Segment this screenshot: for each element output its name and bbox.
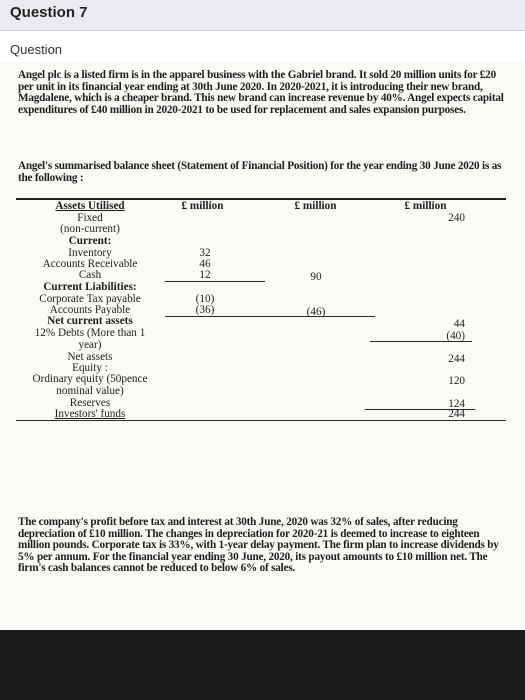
rule-current-liabilities: [165, 316, 375, 317]
value-current-liabilities-total: (46): [306, 306, 326, 318]
row-label-cash: Cash: [78, 269, 102, 281]
balance-sheet-intro: Angel's summarised balance sheet (Statement of Financial Position) for the year ending 30 June 2020 is as the following :: [18, 160, 502, 184]
row-label-current: Current:: [68, 235, 112, 247]
row-label-fixed: Fixed: [77, 212, 103, 224]
question-header: [0, 0, 525, 31]
question-title: Question 7: [10, 4, 88, 21]
value-corporate-tax: (10): [195, 293, 215, 305]
value-accounts-payable: (36): [195, 304, 215, 316]
rule-after-debts: [370, 341, 472, 342]
row-label-debts-cont: year): [78, 339, 102, 351]
row-label-nominal-value: nominal value): [56, 385, 124, 397]
row-label-non-current: (non-current): [60, 223, 120, 235]
value-fixed-assets: 240: [448, 212, 465, 224]
value-ordinary-equity: 120: [448, 375, 465, 387]
value-net-current-assets: 44: [453, 318, 465, 330]
row-label-ordinary-equity: Ordinary equity (50pence: [32, 373, 148, 385]
row-label-debts: 12% Debts (More than 1: [34, 327, 146, 339]
header-col2: £ million: [294, 200, 337, 212]
row-label-reserves: Reserves: [69, 397, 111, 409]
value-accounts-receivable: 46: [199, 258, 211, 270]
value-debts: (40): [446, 330, 465, 342]
header-col3: £ million: [404, 200, 447, 212]
rule-reserves: [365, 409, 475, 410]
value-cash: 12: [199, 269, 211, 281]
value-reserves: 124: [448, 398, 465, 410]
rule-current-assets: [165, 281, 265, 282]
row-label-equity: Equity :: [72, 362, 108, 374]
value-inventory: 32: [199, 247, 211, 259]
row-label-current-liabilities: Current Liabilities:: [43, 281, 137, 293]
photo-dark-margin: [0, 630, 525, 700]
question-subheader: Question: [10, 42, 63, 57]
intro-paragraph: Angel plc is a listed firm is in the apparel business with the Gabriel brand. It sold 20 million units for £20 per unit in its financial year ending at 30th June 2020. In 2020-2021, it is introducing their new brand, Magdalene, which is a cheaper brand. This new brand can increase revenue by 40%. Angel expects capital expenditures of £40 million in 2020-2021 to be used for replacement and sales expansion purposes.: [18, 69, 504, 116]
header-col1: £ million: [181, 200, 224, 212]
question-image: [0, 62, 525, 630]
row-label-investors-funds: Investors' funds: [54, 408, 126, 420]
row-label-accounts-receivable: Accounts Receivable: [42, 258, 138, 270]
table-bottom-rule: [16, 420, 506, 421]
value-investors-funds: 244: [448, 408, 465, 420]
value-current-assets-total: 90: [310, 271, 322, 283]
row-label-corporate-tax: Corporate Tax payable: [39, 293, 141, 305]
row-label-accounts-payable: Accounts Payable: [49, 304, 131, 316]
row-label-net-current-assets: Net current assets: [47, 315, 133, 327]
row-label-net-assets: Net assets: [67, 351, 113, 363]
value-net-assets: 244: [448, 353, 465, 365]
row-label-inventory: Inventory: [68, 247, 112, 259]
header-assets-utilised: Assets Utilised: [55, 200, 125, 212]
profit-paragraph: The company's profit before tax and interest at 30th June, 2020 was 32% of sales, after reducing depreciation of £10 million. The changes in depreciation for 2020-21 is deemed to increase to eighteen million pounds. Corporate tax is 33%, with 1-year delay payment. The firm plan to increase dividends by 5% per annum. For the financial year ending 30 June, 2020, its payout amounts to £10 million net. The firm's cash balances cannot be reduced to below 6% of sales.: [18, 516, 499, 574]
